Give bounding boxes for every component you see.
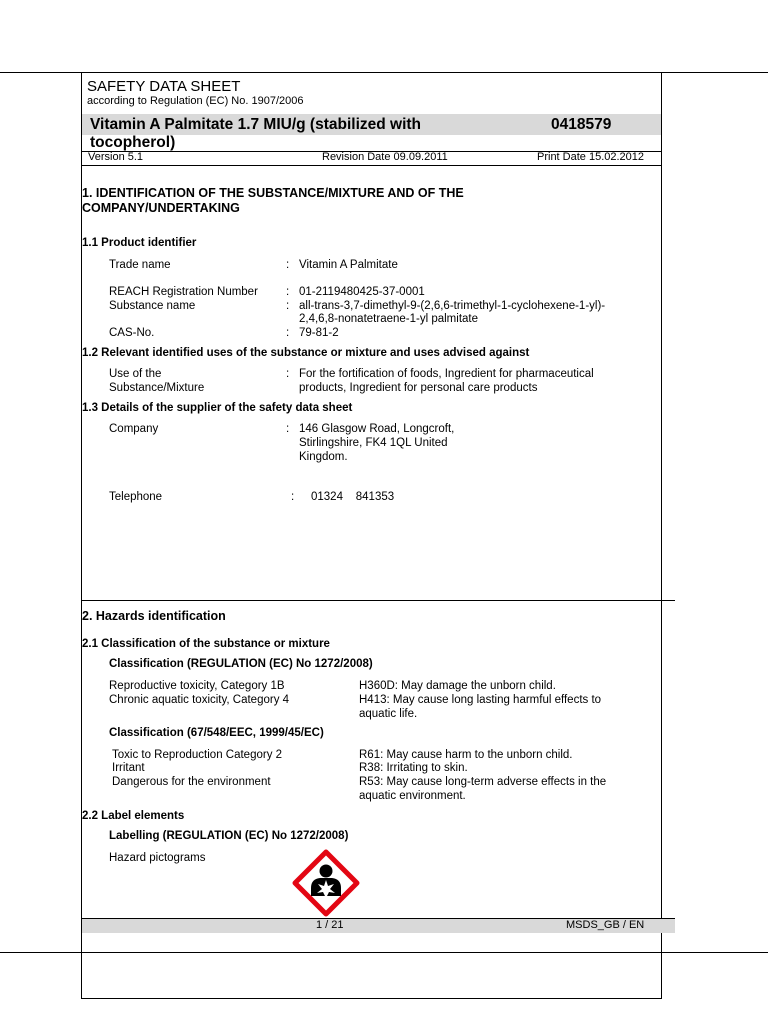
dsd-right-2: R38: Irritating to skin. (359, 762, 468, 774)
dsd-right-4: aquatic environment. (359, 790, 466, 802)
product-name-line2: tocopherol) (90, 134, 176, 151)
section1-3-title: 1.3 Details of the supplier of the safety data sheet (82, 402, 353, 414)
company-label: Company (109, 423, 159, 435)
use-label-line1: Use of the (109, 368, 162, 380)
section2-title: 2. Hazards identification (82, 609, 226, 623)
clp-right-1: H360D: May damage the unborn child. (359, 680, 556, 692)
version: Version 5.1 (88, 151, 144, 163)
page-number: 1 / 21 (316, 919, 344, 931)
header-bottom-divider (81, 165, 662, 166)
clp-right-3: aquatic life. (359, 708, 418, 720)
colon: : (286, 423, 290, 435)
top-rule (0, 72, 768, 73)
dsd-left-2: Irritant (112, 762, 145, 774)
substance-value-line2: 2,4,6,8-nonatetraene-1-yl palmitate (299, 313, 478, 325)
company-line2: Stirlingshire, FK4 1QL United (299, 437, 448, 449)
labelling-heading: Labelling (REGULATION (EC) No 1272/2008) (109, 830, 349, 842)
health-hazard-icon (292, 849, 360, 917)
trade-name-value: Vitamin A Palmitate (299, 259, 398, 271)
print-date: Print Date 15.02.2012 (537, 151, 645, 163)
product-code: 0418579 (551, 116, 612, 133)
regulation-text: according to Regulation (EC) No. 1907/2006 (87, 95, 304, 107)
clp-classification-heading: Classification (REGULATION (EC) No 1272/2008) (109, 658, 373, 670)
bottom-rule (0, 952, 768, 953)
revision-date: Revision Date 09.09.2011 (322, 151, 448, 163)
colon: : (286, 286, 290, 298)
colon: : (291, 491, 295, 503)
colon: : (286, 368, 290, 380)
colon: : (286, 259, 290, 271)
dsd-left-3: Dangerous for the environment (112, 776, 271, 788)
section1-1-title: 1.1 Product identifier (82, 237, 197, 249)
telephone-label: Telephone (109, 491, 163, 503)
section2-1-title: 2.1 Classification of the substance or mixture (82, 638, 330, 650)
clp-left-1: Reproductive toxicity, Category 1B (109, 680, 285, 692)
company-line1: 146 Glasgow Road, Longcroft, (299, 423, 455, 435)
dsd-classification-heading: Classification (67/548/EEC, 1999/45/EC) (109, 727, 324, 739)
substance-label: Substance name (109, 300, 196, 312)
cas-value: 79-81-2 (299, 327, 339, 339)
colon: : (286, 300, 290, 312)
telephone-value: 01324 841353 (311, 491, 395, 503)
pictogram-label: Hazard pictograms (109, 852, 206, 864)
dsd-left-1: Toxic to Reproduction Category 2 (112, 749, 283, 761)
use-value-line1: For the fortification of foods, Ingredient for pharmaceutical (299, 368, 594, 380)
use-label-line2: Substance/Mixture (109, 382, 205, 394)
section1-title-line1: 1. IDENTIFICATION OF THE SUBSTANCE/MIXTURE AND OF THE (82, 186, 464, 200)
document-title: SAFETY DATA SHEET (87, 78, 241, 95)
cas-label: CAS-No. (109, 327, 155, 339)
company-line3: Kingdom. (299, 451, 348, 463)
frame-bottom (81, 998, 662, 999)
section1-title-line2: COMPANY/UNDERTAKING (82, 201, 240, 215)
right-border (661, 72, 662, 999)
trade-name-label: Trade name (109, 259, 171, 271)
dsd-right-3: R53: May cause long-term adverse effects in the (359, 776, 607, 788)
reach-label: REACH Registration Number (109, 286, 258, 298)
dsd-right-1: R61: May cause harm to the unborn child. (359, 749, 573, 761)
use-value-line2: products, Ingredient for personal care products (299, 382, 538, 394)
document-code: MSDS_GB / EN (566, 919, 645, 931)
clp-left-2: Chronic aquatic toxicity, Category 4 (109, 694, 290, 706)
section2-2-title: 2.2 Label elements (82, 810, 185, 822)
clp-right-2: H413: May cause long lasting harmful effects to (359, 694, 602, 706)
colon: : (286, 327, 290, 339)
section-divider (81, 600, 675, 601)
substance-value-line1: all-trans-3,7-dimethyl-9-(2,6,6-trimethyl-1-cyclohexene-1-yl)- (299, 300, 606, 312)
product-name-line1: Vitamin A Palmitate 1.7 MIU/g (stabilized with (90, 116, 422, 133)
section1-2-title: 1.2 Relevant identified uses of the substance or mixture and uses advised against (82, 347, 530, 359)
reach-value: 01-2119480425-37-0001 (299, 286, 425, 298)
